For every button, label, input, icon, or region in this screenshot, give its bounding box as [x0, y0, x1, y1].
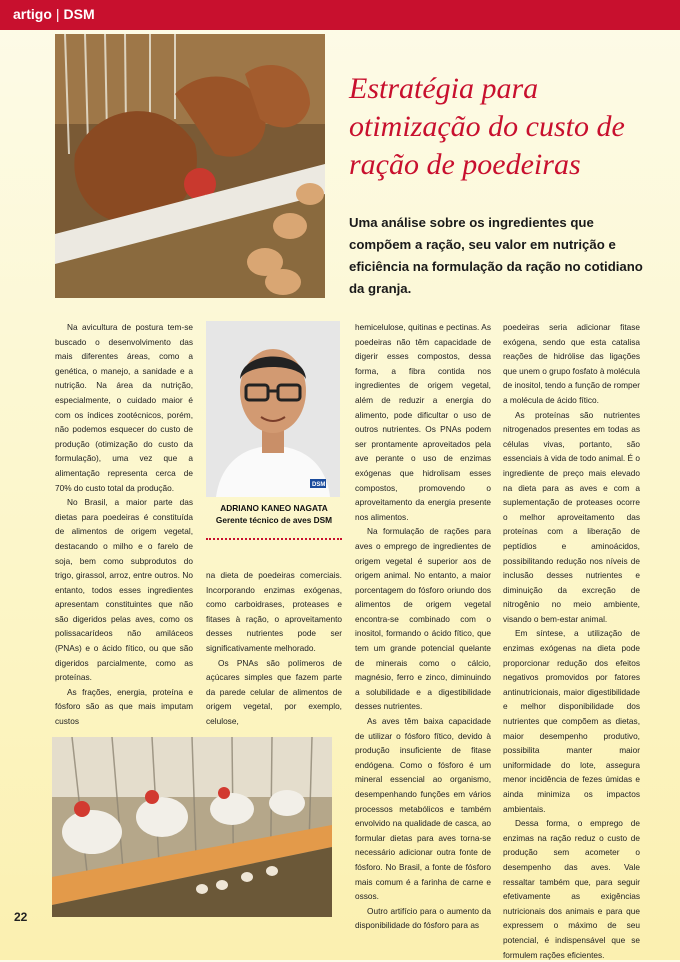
paragraph: poedeiras seria adicionar fitase exógena, sendo que esta catalisa reações de hidrólise das ligações que unem o grupo fosfato à molécula de inositol, tendo a função de romper a molécula de ácido fítico. — [503, 322, 640, 405]
paragraph: Dessa forma, o emprego de enzimas na ração reduz o custo de produção sem acometer o desempenho das aves. Vale ressaltar também que, para seguir efetivamente as exigências nutricionais dos animais e para que expressem o máximo de seu potencial, é indispensável que se formulem rações eficientes. — [503, 818, 640, 960]
paragraph: Os PNAs são polímeros de açúcares simples que fazem parte da parede celular de alimentos de origem vegetal, por exemplo, celulose, — [206, 657, 342, 726]
paragraph: As frações, energia, proteína e fósforo são as que mais imputam custos — [55, 686, 193, 727]
dotted-divider — [206, 538, 342, 540]
paragraph: hemicelulose, quitinas e pectinas. As poedeiras não têm capacidade de digerir esses compostos, dessa forma, a fibra contida nos ingredientes de origem vegetal, além de reduzir a energia do alimento, pode dificultar o uso de outros nutrientes. Os PNAs podem ser prontamente aproveitados pela ave perante o uso de enzimas exógenas que hidrolisam esses compostos, promovendo o aproveitamento da energia presente nos alimentos. — [355, 322, 491, 522]
author-role: Gerente técnico de aves DSM — [215, 514, 333, 525]
hens-feeding-photo — [55, 34, 325, 298]
text-column-2 — [206, 568, 342, 729]
paragraph: Em síntese, a utilização de enzimas exógenas na dieta pode proporcionar redução dos efeitos negativos promovidos por fatores antinutricionais, maior digestibilidade e melhor disponibilidade dos nutrientes que compõem as dietas, maior desempenho produtivo, possibilita manter maior uniformidade do lote, assegura menor incidência de fezes úmidas e ainda minimiza os impactos ambientais. — [503, 628, 640, 814]
shirt-logo: DSM — [312, 482, 326, 488]
paragraph: As proteínas são nutrientes nitrogenados presentes em todas as células vivas, portanto, são essenciais à vida de todo animal. É o ingrediente de preço mais elevado na dieta para as aves e com a suplementação de proteases ocorre o melhor aproveitamento das proteínas com a liberação de peptídios e aminoácidos, possibilitando redução nos níveis de inclusão desses nutrientes e diminuição da excreção de nitrogênio no meio ambiente, visando o bem-estar animal. — [503, 409, 640, 624]
text-column-3 — [355, 320, 491, 933]
section-name: artigo — [13, 6, 52, 22]
paragraph: Na formulação de rações para aves o emprego de ingredientes de origem vegetal é superior aos de origem animal. No entanto, a maior porcentagem do fósforo oriundo dos alimentos de origem vegetal encontra-se combinado com o inositol, formando o ácido fítico, que tem um grande potencial quelante de minerais como o cálcio, magnésio, ferro e zinco, diminuindo a solubilidade e a digestibilidade desses nutrientes. — [355, 526, 491, 712]
section-label: artigo | DSM — [13, 6, 95, 22]
text-column-1 — [55, 320, 193, 729]
page-number: 22 — [14, 910, 28, 924]
article-title: Estratégia para otimização do custo de ração de poedeiras — [349, 72, 625, 181]
paragraph: As aves têm baixa capacidade de utilizar o fósforo fítico, devido à produção insuficiente de fitase endógena. Como o fósforo é um mineral essencial ao organismo, desempenhando funções em vários processos metabólicos e também envolvido na qualidade de casca, ao formular dietas para aves torna-se necessário adicionar outra fonte de fósforo. No Brasil, a fonte de fósforo mais comum é a farinha de carne e ossos. — [355, 716, 491, 902]
paragraph: na dieta de poedeiras comerciais. Incorporando enzimas exógenas, como carboidrases, proteases e fitases à ração, o aproveitamento desses nutrientes pode ser significativamente melhorado. — [206, 570, 342, 653]
brand-name: DSM — [63, 6, 95, 22]
author-caption — [206, 503, 342, 526]
section-header-bar — [0, 0, 680, 30]
author-portrait — [206, 321, 340, 497]
article-subtitle: Uma análise sobre os ingredientes que compõem a ração, seu valor em nutrição e eficiência na formulação da ração no cotidiano da granja. — [349, 215, 643, 296]
paragraph: Na avicultura de postura tem-se buscado o desenvolvimento das mais diferentes áreas, como a genética, o manejo, a sanidade e a nutrição. Na área da nutrição, especialmente, o cuidado maior é com os índices zootécnicos, porém, não podemos esquecer do custo de produção (otimização do custo da formulação), uma vez que a alimentação representa cerca de 70% do custo total da produção. — [55, 322, 193, 493]
text-column-4 — [503, 320, 640, 962]
hens-in-cages-photo — [52, 737, 332, 917]
paragraph: No Brasil, a maior parte das dietas para poedeiras é constituída de alimentos de origem vegetal, destacando o milho e o farelo de soja, bem como subprodutos do trigo, girassol, arroz, entre outros. No entanto, todos esses ingredientes apresentam constituintes que não são digeridos pelas aves, como os polissacarídeos não amiláceos (PNAs) e o ácido fítico, ou que são digeridos parcialmente, como as proteínas. — [55, 497, 193, 683]
author-name: ADRIANO KANEO NAGATA — [220, 503, 328, 513]
paragraph: Outro artifício para o aumento da disponibilidade do fósforo para as — [355, 905, 491, 931]
